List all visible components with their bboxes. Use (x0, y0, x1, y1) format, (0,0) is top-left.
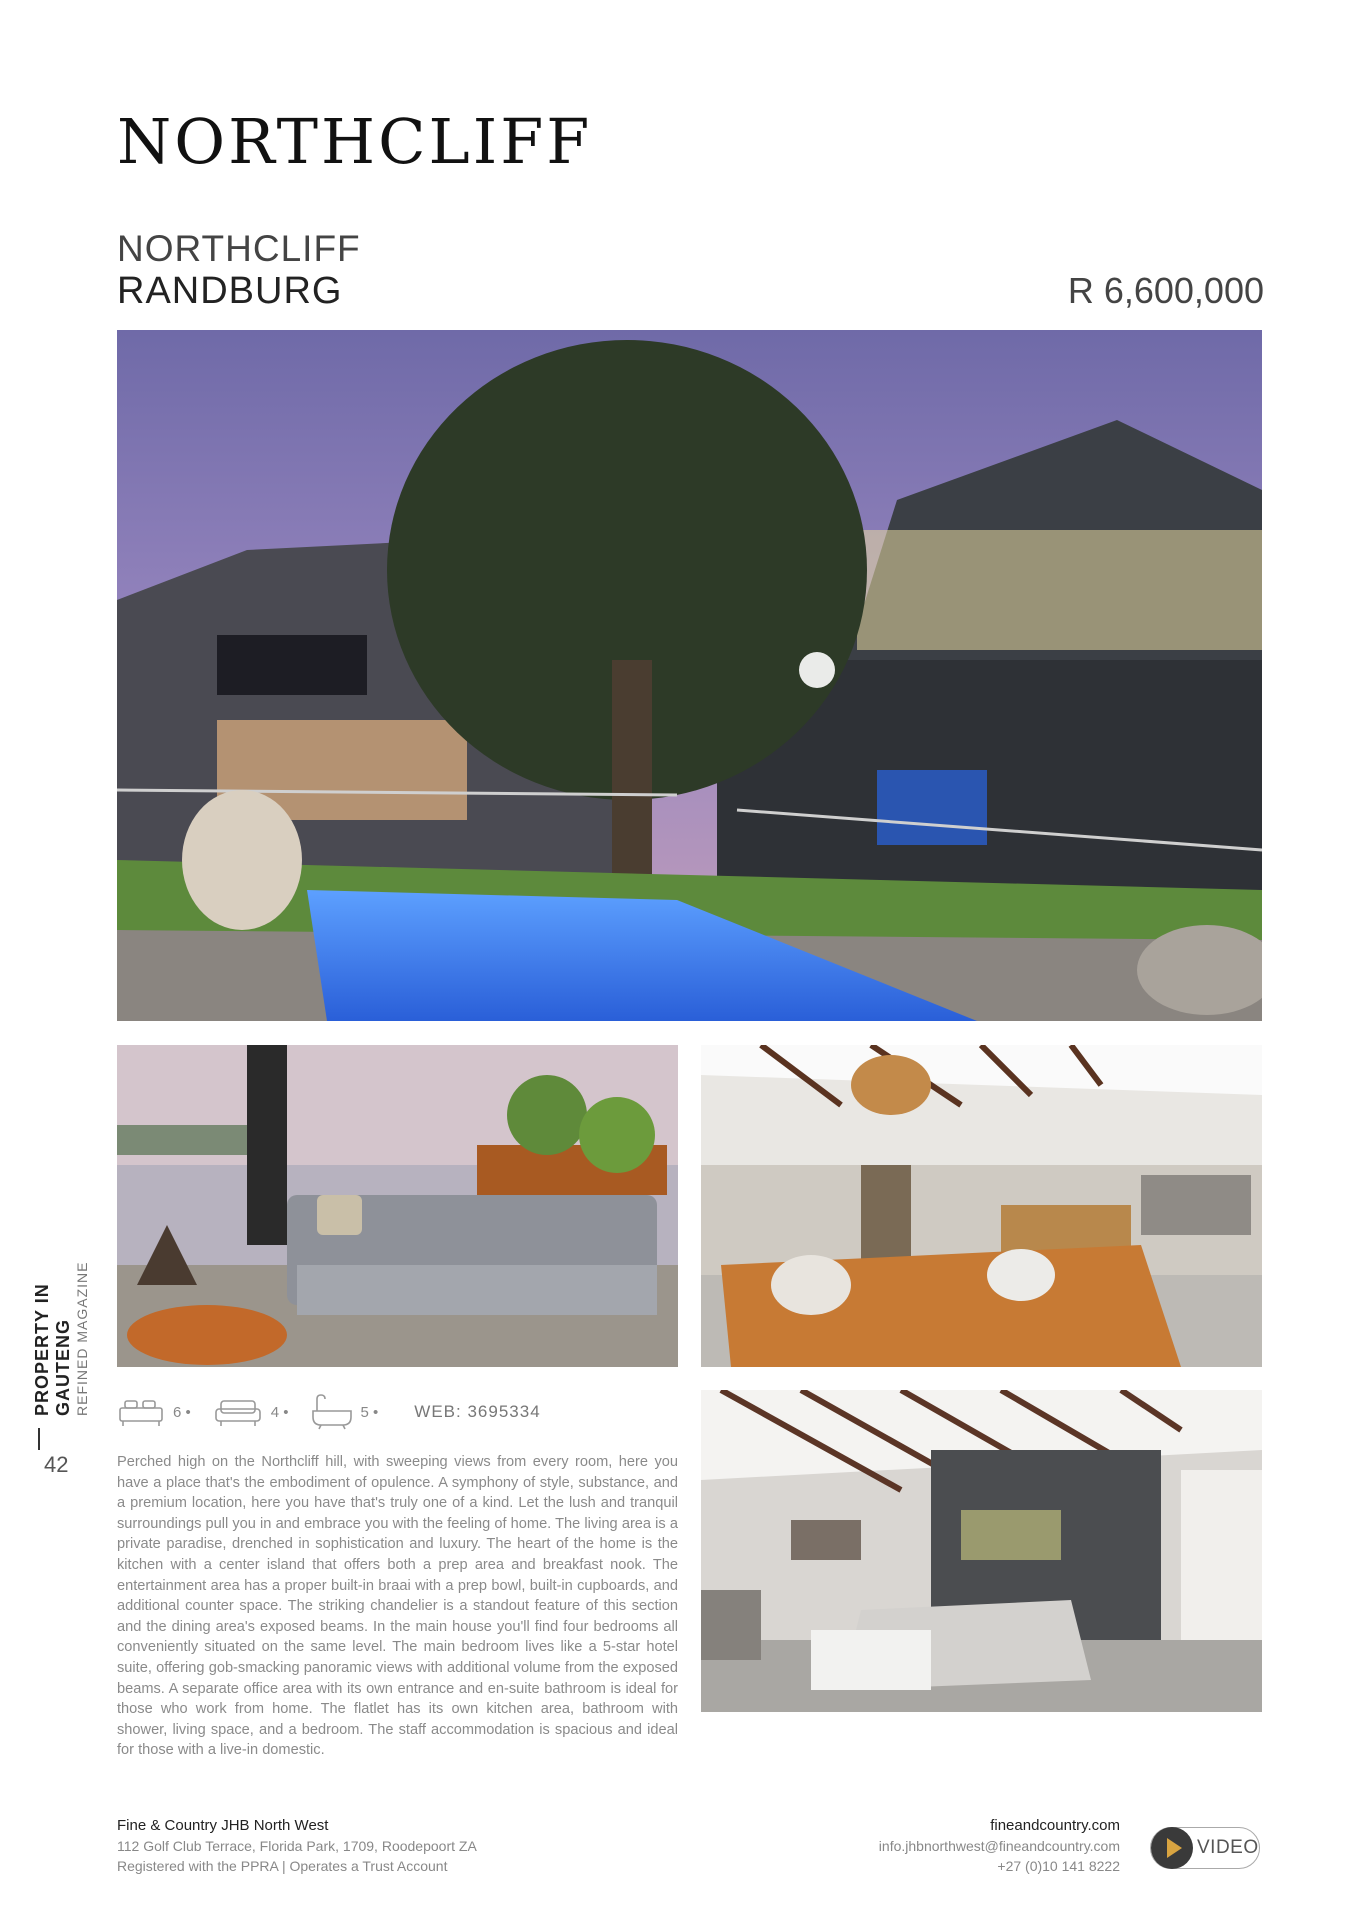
property-suburb: NORTHCLIFF (117, 228, 361, 269)
bathroom-count: 5 • (311, 1393, 379, 1431)
website-link[interactable]: fineandcountry.com (990, 1817, 1120, 1834)
video-button-label: VIDEO (1197, 1837, 1259, 1858)
dining-kitchen-photo (701, 1045, 1262, 1367)
magazine-subtitle: REFINED MAGAZINE (74, 1261, 90, 1416)
property-price: R 6,600,000 (1067, 270, 1264, 311)
lounge-patio-photo (117, 1045, 678, 1367)
agent-address: 112 Golf Club Terrace, Florida Park, 1709, Roodepoort ZA (117, 1838, 477, 1854)
magazine-title: PROPERTY IN GAUTENG (32, 1283, 73, 1416)
living-room-count-value: 4 (270, 1403, 280, 1421)
property-city: RANDBURG (117, 270, 343, 312)
magazine-side-label (32, 1186, 90, 1416)
bedroom-count-value: 6 (173, 1403, 182, 1421)
property-description: Perched high on the Northcliff hill, with sweeping views from every room, here you have a place that's the embodiment of opulence. A symphony of style, substance, and a premium location, here you have that's truly one of a kind. Let the lush and tranquil surroundings pull you in and embrace you with the feeling of home. The living area is a private paradise, drenched in sophistication and luxury. The heart of the home is the kitchen with a center island that offers both a prep area and breakfast nook. The entertainment area has a proper built-in braai with a prep bowl, built-in cupboards, and additional counter space. The striking chandelier is a standout feature of this section and the dining area's exposed beams. In the main house you'll find four bedrooms all conveniently situated on the same level. The main bedroom lives like a 5-star hotel suite, offering gob-smacking panoramic views with additional volume from the exposed beams. A separate office area with its own entrance and en-suite bathroom is ideal for those who work from home. The flatlet has its own kitchen area, bathroom with shower, living space, and a bedroom. The staff accommodation is spacious and ideal for those with a live-in domestic. (117, 1454, 678, 1759)
phone-number[interactable]: +27 (0)10 141 8222 (997, 1858, 1120, 1874)
contact-details (879, 1816, 1120, 1876)
property-features (117, 1390, 541, 1434)
agent-name: Fine & Country JHB North West (117, 1817, 329, 1834)
exterior-pool-photo (117, 330, 1262, 1021)
bathroom-count-value: 5 (360, 1403, 369, 1421)
sidebar-divider (38, 1428, 40, 1450)
magazine-headline: NORTHCLIFF (117, 105, 593, 178)
main-bedroom-photo (701, 1390, 1262, 1712)
bed-icon (117, 1395, 165, 1429)
bedroom-count: 6 • (117, 1395, 191, 1429)
web-reference: WEB: 3695334 (414, 1402, 541, 1421)
bath-icon (311, 1393, 353, 1431)
email-link[interactable]: info.jhbnorthwest@fineandcountry.com (878, 1838, 1120, 1854)
page-number: 42 (44, 1452, 69, 1477)
agent-registration: Registered with the PPRA | Operates a Trust Account (117, 1858, 448, 1874)
video-button[interactable] (1150, 1827, 1260, 1869)
play-icon (1151, 1827, 1193, 1869)
sofa-icon (213, 1395, 263, 1429)
agent-details (117, 1816, 477, 1876)
living-room-count: 4 • (213, 1395, 289, 1429)
